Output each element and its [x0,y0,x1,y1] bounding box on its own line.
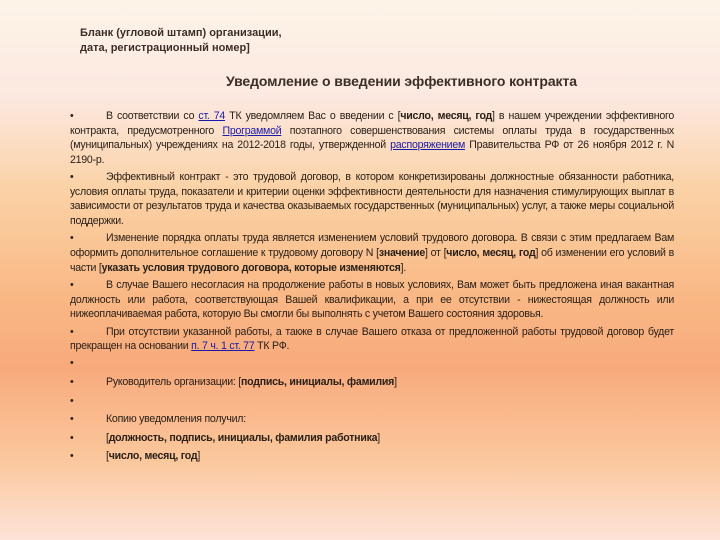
paragraph-text: [ [106,450,109,463]
paragraph-text: Эффективный контракт - это трудовой договор, в котором конкретизированы должностные обязанности работника, условия оплаты труда, показатели и критерии оценки эффективности деятельности для назначения стимулирующих выплат в зависимости от результатов труда и качества оказываемых государственных (муниципальных) услуг, а также меры социальной поддержки. [70,171,674,227]
bullet-icon: • [70,431,74,444]
document-link[interactable]: п. 7 ч. 1 ст. 77 [191,340,255,353]
bullet-paragraph [70,278,674,322]
placeholder-field: значение [378,246,425,259]
paragraph-text: поэтапного совершенствования системы оплаты труда в государственных (муниципальных) учреждениях на 2012-2018 годы, утвержденной [70,124,674,152]
paragraph-text: При отсутствии указанной работы, а также в случае Вашего отказа от предложенной работы трудовой договор будет прекращен на основании [70,325,674,353]
bullet-icon: • [70,278,74,291]
paragraph-text: [ [106,431,109,444]
stamp-line-2: дата, регистрационный номер] [80,42,250,54]
bullet-icon: • [70,110,74,122]
document-body [70,109,674,468]
bullet-paragraph [70,449,674,464]
bullet-icon: • [70,376,74,389]
paragraph-text: ] об изменении его условий в части [ [70,246,674,274]
bullet-icon: • [70,171,74,184]
document-link[interactable]: распоряжением [390,139,466,152]
bullet-paragraph [70,109,674,167]
placeholder-field: число, месяц, год [400,110,493,122]
bullet-icon: • [70,413,74,426]
placeholder-field: подпись, инициалы, фамилия [241,376,395,389]
document-title: Уведомление о введении эффективного контракта [226,73,577,89]
paragraph-text: ТК уведомляем Вас о введении с [ [225,110,401,122]
bullet-paragraph [70,170,674,228]
document-link[interactable]: ст. 74 [198,110,226,122]
paragraph-text: ТК РФ. [254,340,290,353]
bullet-paragraph [70,431,674,446]
bullet-paragraph [70,412,674,427]
bullet-icon: • [70,394,74,407]
placeholder-field: указать условия трудового договора, которые изменяются [101,261,401,274]
placeholder-field: должность, подпись, инициалы, фамилия работника [108,431,378,444]
paragraph-text: Правительства РФ от 26 ноября 2012 г. N 2190-р. [70,139,674,166]
bullet-paragraph [70,356,674,371]
bullet-icon: • [70,450,74,463]
paragraph-text: Копию уведомления получил: [106,413,246,426]
paragraph-text: ] [394,376,397,389]
paragraph-text: ] в нашем учреждении эффективного контракта, предусмотренного [70,110,674,137]
paragraph-text: Руководитель организации: [ [106,376,241,389]
paragraph-text: ] от [ [424,246,447,259]
paragraph-text: ] [197,450,201,463]
bullet-icon: • [70,325,74,338]
paragraph-text: Изменение порядка оплаты труда является изменением условий трудового договора. В связи с этим предлагаем Вам оформить дополнительное соглашение к трудовому договору N [ [70,232,674,259]
stamp-line-1: Бланк (угловой штамп) организации, [80,27,282,39]
organization-stamp-placeholder [80,26,282,56]
bullet-icon: • [70,357,74,370]
bullet-icon: • [70,232,74,245]
bullet-paragraph [70,325,674,354]
document-link[interactable]: Программой [222,124,282,137]
bullet-paragraph [70,375,674,390]
paragraph-text: В случае Вашего несогласия на продолжение работы в новых условиях, Вам может быть предложена иная вакантная должность или работа, соответствующая Вашей квалификации, а при ее отсутствии - нижестоящая должность или нижеоплачиваемая работа, которую Вы смогли бы выполнять с учетом Вашего состояния здоровья. [70,278,674,321]
paragraph-text: ] [377,431,380,444]
paragraph-text: ]. [400,261,406,274]
bullet-paragraph [70,231,674,275]
paragraph-text: В соответствии со [106,110,199,122]
bullet-paragraph [70,394,674,409]
placeholder-field: число, месяц, год [446,246,536,259]
placeholder-field: число, месяц, год [108,450,198,463]
